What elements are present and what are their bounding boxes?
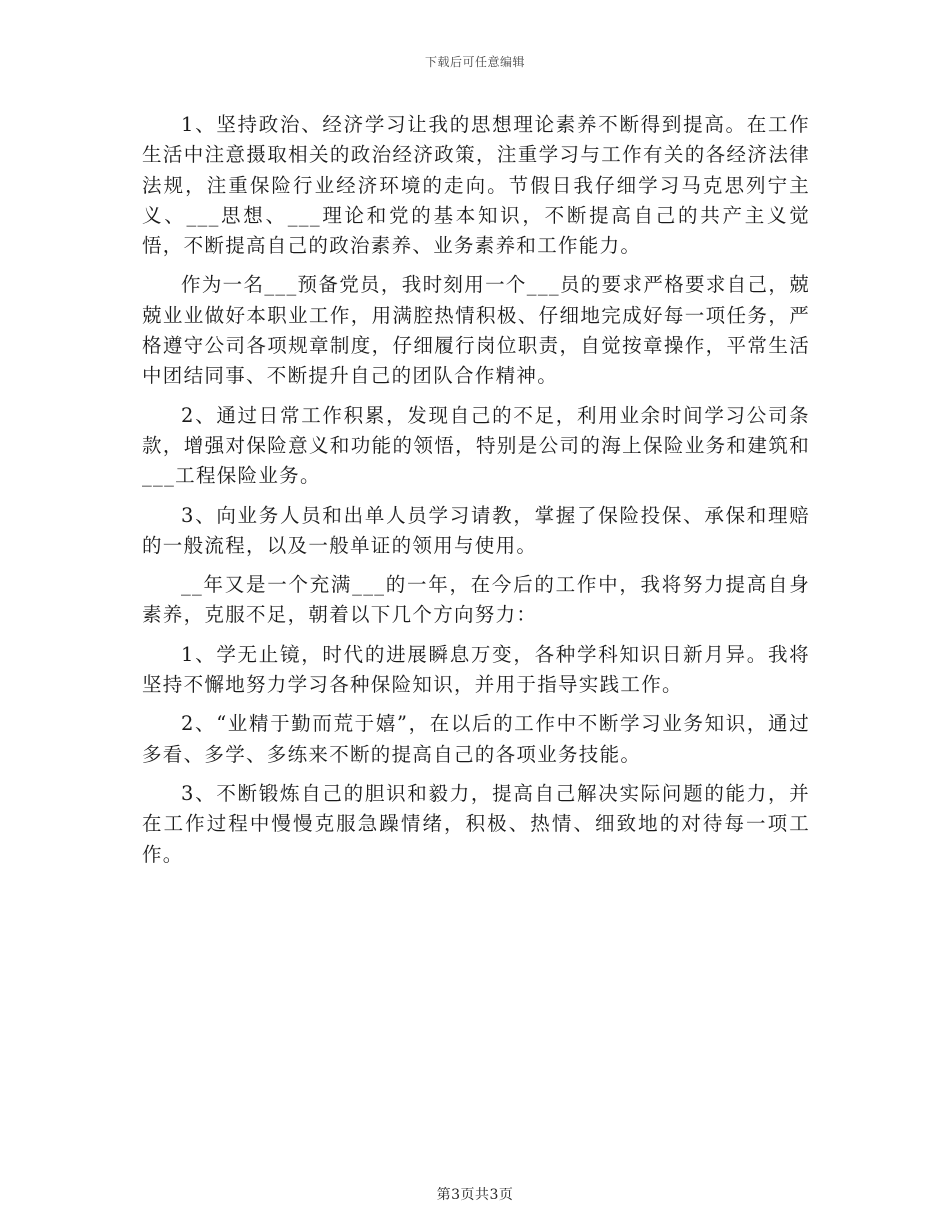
paragraph-8: 3、不断锻炼自己的胆识和毅力，提高自己解决实际问题的能力，并在工作过程中慢慢克服急躁情绪，积极、热情、细致地的对待每一项工作。 — [142, 781, 810, 866]
page-footer: 第3页共3页 — [436, 1187, 514, 1203]
paragraph-3: 2、通过日常工作积累，发现自己的不足，利用业余时间学习公司条款，增强对保险意义和功能的领悟，特别是公司的海上保险业务和建筑和___工程保险业务。 — [142, 403, 810, 488]
paragraph-7: 2、“业精于勤而荒于嬉”，在以后的工作中不断学习业务知识，通过多看、多学、多练来不断的提高自己的各项业务技能。 — [142, 712, 810, 766]
paragraph-5: __年又是一个充满___的一年，在今后的工作中，我将努力提高自身素养，克服不足，朝着以下几个方向努力： — [142, 573, 810, 627]
paragraph-6: 1、学无止镜，时代的进展瞬息万变，各种学科知识日新月异。我将坚持不懈地努力学习各种保险知识，并用于指导实践工作。 — [142, 642, 810, 697]
page-header: 下载后可任意编辑 — [424, 55, 525, 69]
paragraph-4: 3、向业务人员和出单人员学习请教，掌握了保险投保、承保和理赔的一般流程，以及一般单证的领用与使用。 — [142, 503, 810, 557]
paragraph-2: 作为一名___预备党员，我时刻用一个___员的要求严格要求自己，兢兢业业做好本职业工作，用满腔热情积极、仔细地完成好每一项任务，严格遵守公司各项规章制度，仔细履行岗位职责，自觉按章操作，平常生活中团结同事、不断提升自己的团队合作精神。 — [142, 273, 810, 388]
document-body — [142, 110, 810, 870]
paragraph-1: 1、坚持政治、经济学习让我的思想理论素养不断得到提高。在工作生活中注意摄取相关的政治经济政策，注重学习与工作有关的各经济法律法规，注重保险行业经济环境的走向。节假日我仔细学习马克思列宁主义、___思想、___理论和党的基本知识，不断提高自己的共产主义觉悟，不断提高自己的政治素养、业务素养和工作能力。 — [142, 113, 810, 258]
